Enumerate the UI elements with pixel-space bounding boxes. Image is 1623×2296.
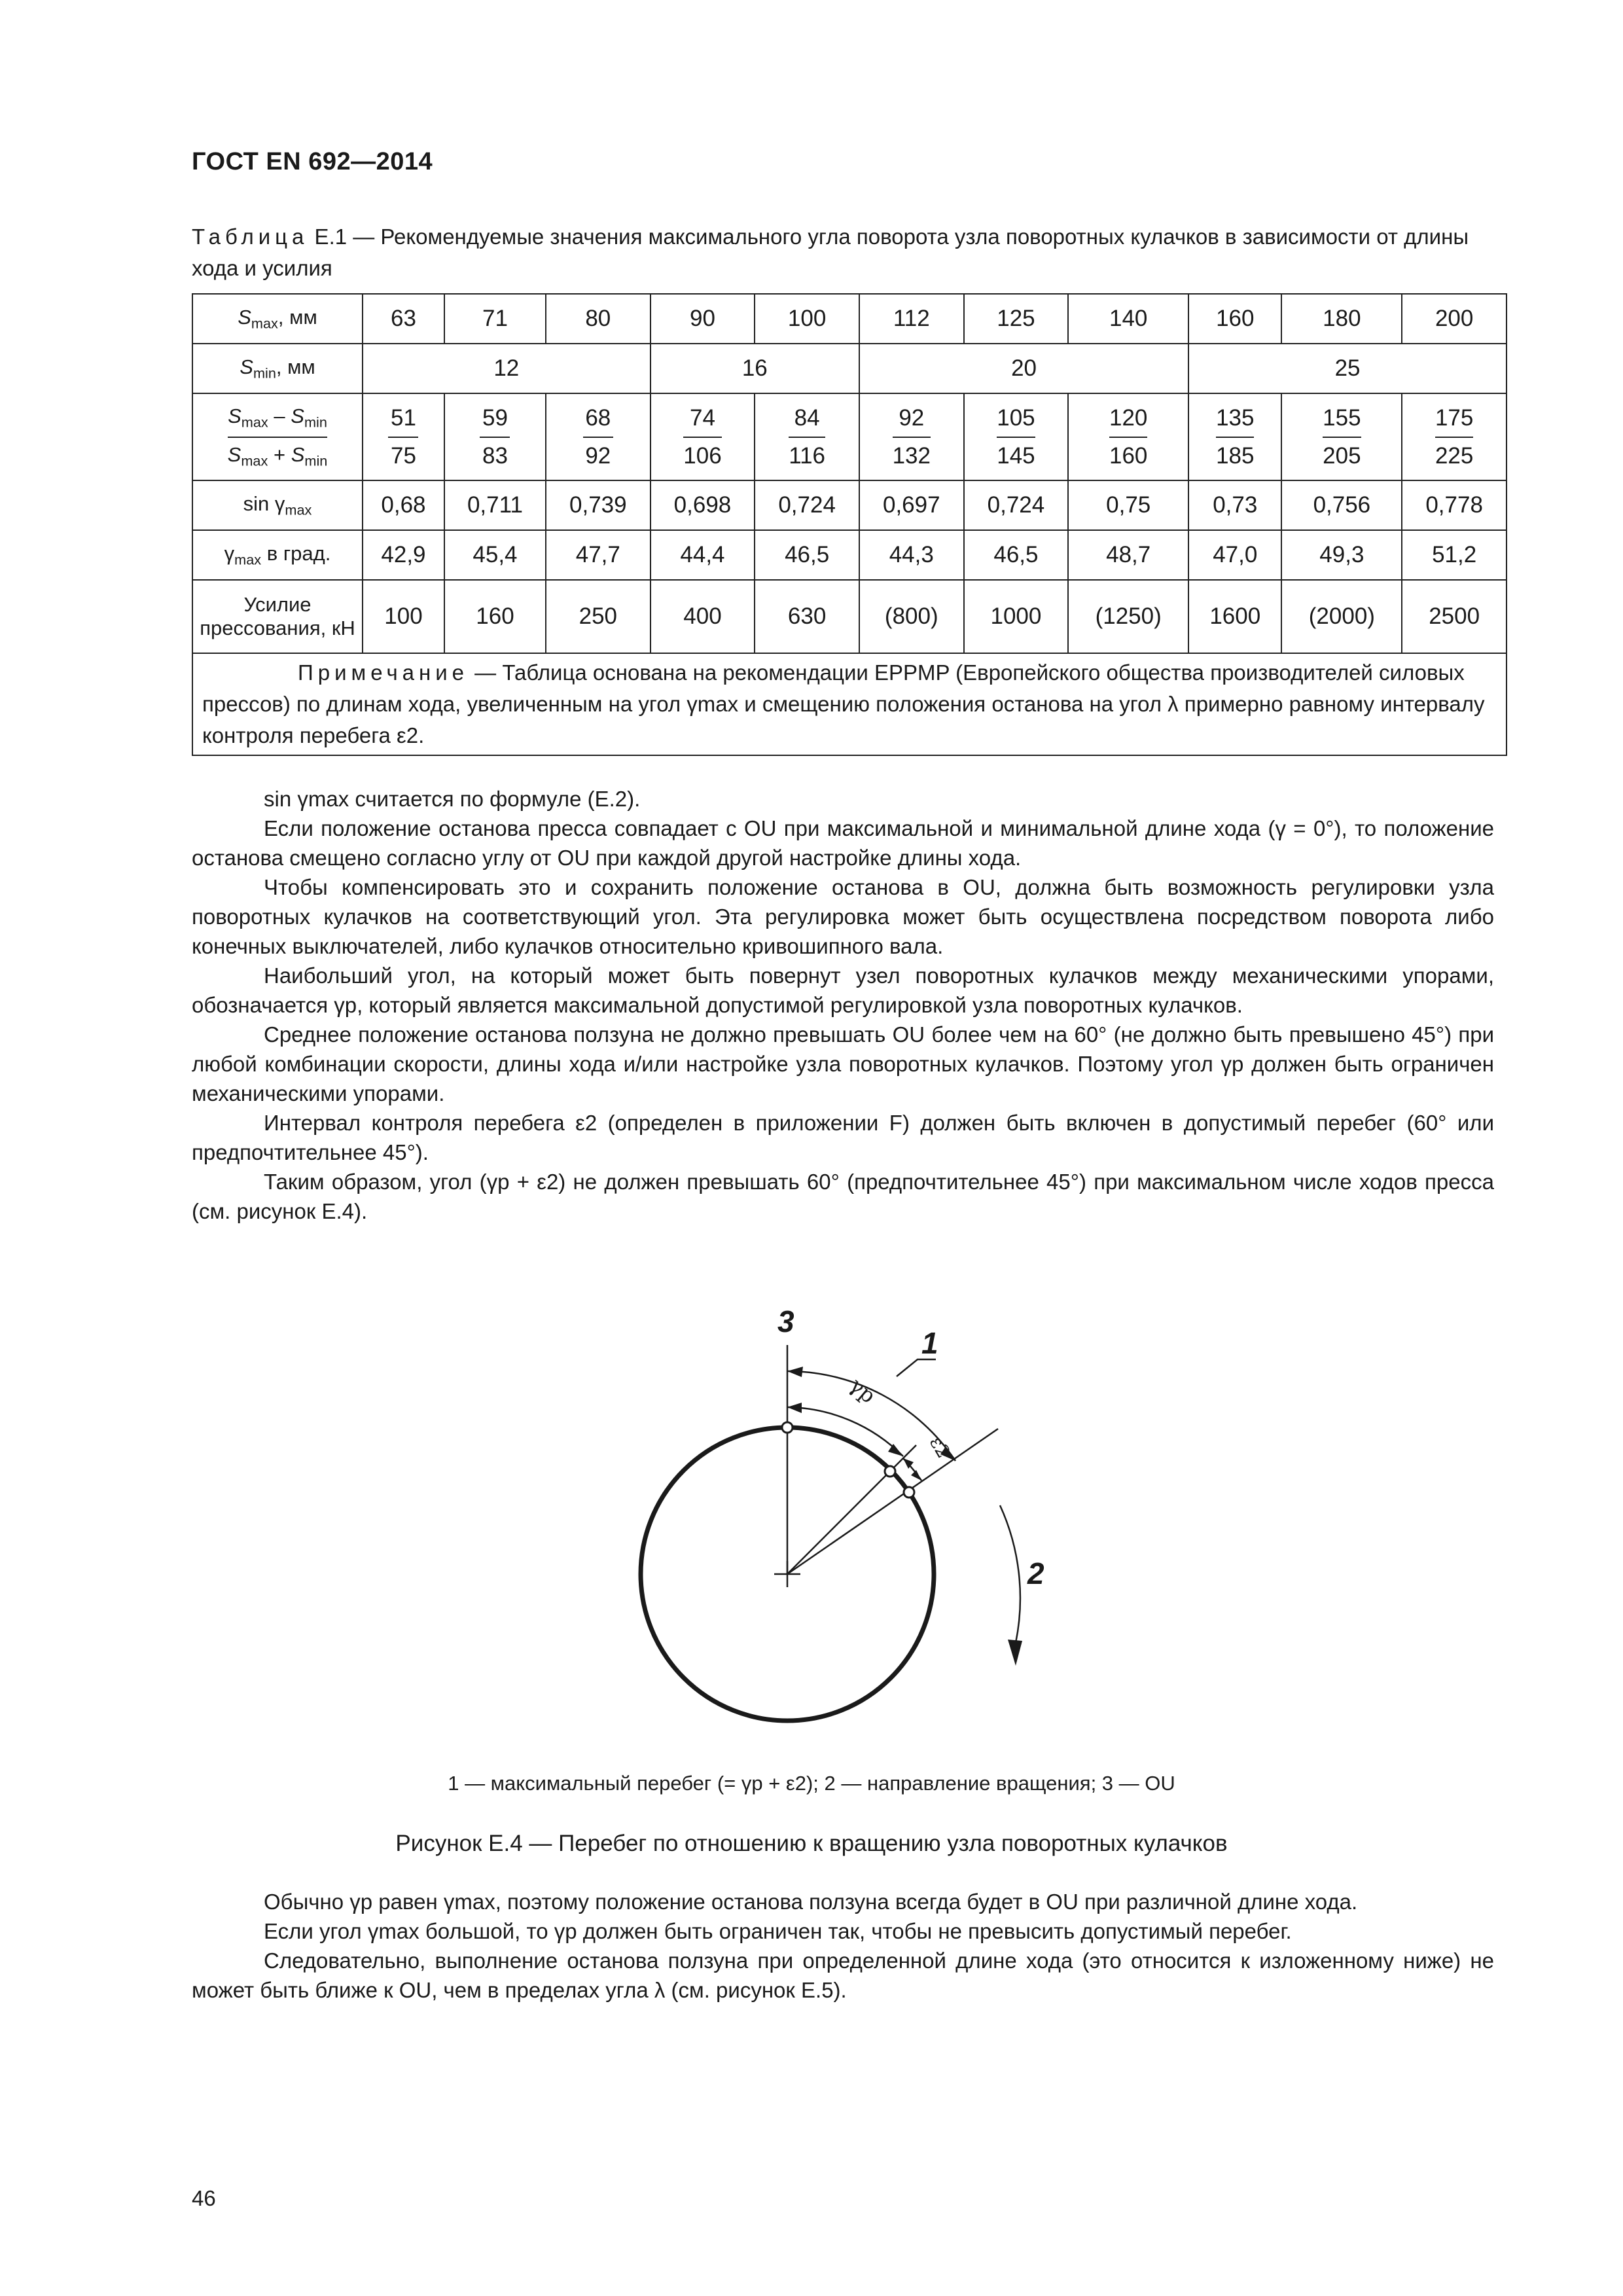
paragraph: Следовательно, выполнение останова ползуна при определенной длине хода (это относится к изложенному ниже) не может быть ближе к OU, чем в пределах угла λ (см. рисунок Е.5). [192, 1948, 1494, 2002]
cell: 0,697 [859, 480, 964, 530]
row-sin [192, 480, 1507, 530]
cell: (1250) [1068, 580, 1188, 653]
cell: 180 [1281, 294, 1402, 344]
cell: 630 [755, 580, 859, 653]
cell: (800) [859, 580, 964, 653]
row-force [192, 580, 1507, 653]
paragraph: Таким образом, угол (γp + ε2) не должен превышать 60° (предпочтительнее 45°) при максимальном числе ходов пресса (см. рисунок Е.4). [192, 1170, 1494, 1223]
row-force-header: Усилие прессования, кН [192, 580, 363, 653]
row-gamma [192, 530, 1507, 580]
cell: 48,7 [1068, 530, 1188, 580]
cell: 0,756 [1281, 480, 1402, 530]
cell: $\frac{92}{132}$ [859, 393, 964, 480]
row-ratio-header: $\frac{S_{max} - S_{min}}{S_{max} + S_{min}}$ [192, 393, 363, 480]
cell: 400 [651, 580, 755, 653]
cell: 0,739 [546, 480, 651, 530]
cell: 0,778 [1402, 480, 1507, 530]
arrowhead [1008, 1640, 1022, 1666]
cell: 125 [964, 294, 1069, 344]
paragraph: Среднее положение останова ползуна не должно превышать OU более чем на 60° (не должно быть превышено 45°) при любой комбинации скорости, длины хода и/или настройке узла поворотных кулачков. Поэтому угол γp должен быть ограничен механическими упорами. [192, 1022, 1494, 1105]
row-ratio [192, 393, 1507, 480]
cell: 20 [859, 344, 1188, 393]
ou-point [782, 1422, 793, 1433]
body-text-2 [192, 1887, 1494, 2005]
figure-title: Рисунок Е.4 — Перебег по отношению к вращению узла поворотных кулачков [395, 1831, 1228, 1856]
cell: 0,724 [755, 480, 859, 530]
row-note [192, 653, 1507, 755]
table-caption [192, 221, 1494, 284]
cell: 25 [1188, 344, 1507, 393]
cell: 112 [859, 294, 964, 344]
arrowhead [787, 1403, 802, 1413]
cell: 200 [1402, 294, 1507, 344]
cell: 0,711 [444, 480, 546, 530]
cell: 80 [546, 294, 651, 344]
row-smin [192, 344, 1507, 393]
cell: 100 [363, 580, 444, 653]
figure-legend: 1 — максимальный перебег (= γp + ε2); 2 — направление вращения; 3 — OU [448, 1772, 1175, 1795]
cell: 250 [546, 580, 651, 653]
gamma-p-point [885, 1466, 895, 1477]
cell: 160 [444, 580, 546, 653]
cell: $\frac{175}{225}$ [1402, 393, 1507, 480]
cell: 45,4 [444, 530, 546, 580]
body-text [192, 784, 1494, 1226]
rotation-arrow [1000, 1505, 1020, 1643]
cell: $\frac{74}{106}$ [651, 393, 755, 480]
cell: $\frac{59}{83}$ [444, 393, 546, 480]
cell: 16 [651, 344, 859, 393]
cell: 44,4 [651, 530, 755, 580]
cell: $\frac{155}{205}$ [1281, 393, 1402, 480]
cell: 0,724 [964, 480, 1069, 530]
cell: 0,68 [363, 480, 444, 530]
cell: 47,0 [1188, 530, 1281, 580]
cell: 51,2 [1402, 530, 1507, 580]
arrowhead [787, 1367, 803, 1377]
cell: 90 [651, 294, 755, 344]
label-2: 2 [1027, 1556, 1044, 1590]
label-gamma-p: γp [844, 1372, 881, 1408]
row-smin-header: $S_{min}$, мм [192, 344, 363, 393]
arrowhead [911, 1470, 921, 1480]
paragraph: Обычно γp равен γmax, поэтому положение останова ползуна всегда будет в OU при различной длине хода. [264, 1890, 1358, 1914]
cell: $\frac{135}{185}$ [1188, 393, 1281, 480]
document-header: ГОСТ EN 692—2014 [192, 148, 433, 175]
paragraph: sin γmax считается по формуле (Е.2). [264, 787, 641, 811]
cell: 2500 [1402, 580, 1507, 653]
cell: 160 [1188, 294, 1281, 344]
paragraph: Если угол γmax большой, то γp должен быть ограничен так, чтобы не превысить допустимый перебег. [264, 1919, 1292, 1943]
cell: $\frac{120}{160}$ [1068, 393, 1188, 480]
cell: 46,5 [964, 530, 1069, 580]
label-3: 3 [777, 1304, 794, 1338]
gamma-p-arc [787, 1407, 903, 1456]
cell: 49,3 [1281, 530, 1402, 580]
cell: 71 [444, 294, 546, 344]
cell: 0,75 [1068, 480, 1188, 530]
caption-prefix: Таблица [192, 224, 309, 249]
cell: 42,9 [363, 530, 444, 580]
cell: 12 [363, 344, 651, 393]
cell: 63 [363, 294, 444, 344]
caption-text: Е.1 — Рекомендуемые значения максимального угла поворота узла поворотных кулачков в зависимости от длины хода и усилия [192, 224, 1469, 280]
cell: 1000 [964, 580, 1069, 653]
row-sin-header: $\sin \gamma_{max}$ [192, 480, 363, 530]
max-overrun-point [904, 1487, 914, 1498]
radius-gamma-p [787, 1471, 890, 1574]
cell: 47,7 [546, 530, 651, 580]
table-note: Примечание — Таблица основана на рекомендации EPPMP (Европейского общества производителей силовых прессов) по длинам хода, увеличенным на угол γmax и смещению положения останова на угол λ примерно равному интервалу контроля перебега ε2. [192, 653, 1507, 755]
cell: $\frac{68}{92}$ [546, 393, 651, 480]
cell: (2000) [1281, 580, 1402, 653]
paragraph: Если положение останова пресса совпадает с OU при максимальной и минимальной длине хода (γ = 0°), то положение останова смещено согласно углу от OU при каждой другой настройке длины хода. [192, 816, 1494, 870]
label-epsilon-2: ε2 [925, 1433, 955, 1462]
paragraph: Интервал контроля перебега ε2 (определен в приложении F) должен быть включен в допустимый перебег (60° или предпочтительнее 45°). [192, 1111, 1494, 1164]
paragraph: Наибольший угол, на который может быть повернут узел поворотных кулачков между механическими упорами, обозначается γp, который является максимальной допустимой регулировкой узла поворотных кулачков. [192, 963, 1494, 1017]
cell: 140 [1068, 294, 1188, 344]
page-number: 46 [192, 2186, 216, 2210]
cell: $\frac{51}{75}$ [363, 393, 444, 480]
cell: 0,698 [651, 480, 755, 530]
cell: 0,73 [1188, 480, 1281, 530]
cell: 100 [755, 294, 859, 344]
leader-line-1 [897, 1359, 936, 1376]
cell: 44,3 [859, 530, 964, 580]
row-smax [192, 294, 1507, 344]
row-gamma-header: $\gamma_{max}$ в град. [192, 530, 363, 580]
row-smax-header: $S_{max}$, мм [192, 294, 363, 344]
cell: 1600 [1188, 580, 1281, 653]
values-table [192, 293, 1507, 756]
figure-e4 [615, 1289, 1086, 1748]
label-1: 1 [921, 1326, 938, 1360]
paragraph: Чтобы компенсировать это и сохранить положение останова в OU, должна быть возможность регулировки узла поворотных кулачков на соответствующий угол. Эта регулировка может быть осуществлена посредством поворота либо конечных выключателей, либо кулачков относительно кривошипного вала. [192, 875, 1494, 958]
cell: 46,5 [755, 530, 859, 580]
cell: $\frac{84}{116}$ [755, 393, 859, 480]
cell: $\frac{105}{145}$ [964, 393, 1069, 480]
